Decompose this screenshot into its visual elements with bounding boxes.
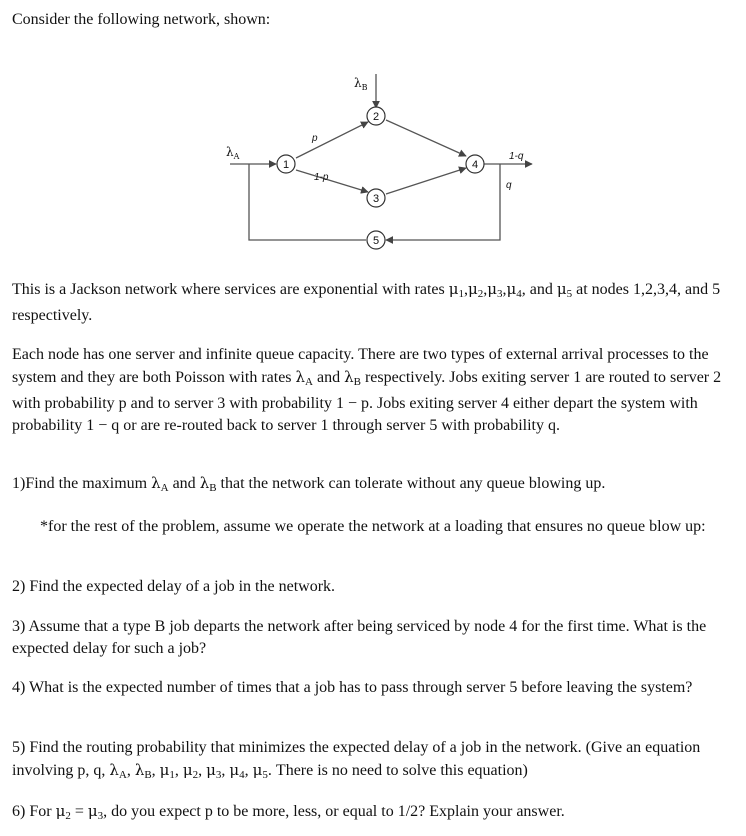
- node-4: [466, 155, 484, 173]
- question-6: 6) For $\mu_2 = \mu_3$, do you expect p to be more, less, or equal to 1/2? Explain your answer.: [12, 802, 565, 822]
- edge-label-1-p: 1-p: [314, 172, 329, 183]
- intro-text: Consider the following network, shown:: [12, 11, 271, 28]
- question-5: 5) Find the routing probability that minimizes the expected delay of a job in the network. (Give an equation involving p, q, $\lambda_A$, $\lambda_B$, $\mu_1$, $\mu_2$, $\mu_3$, $\mu_4$, $\mu_5$. There is no need to solve this equation): [12, 739, 701, 781]
- node-2: [367, 107, 385, 125]
- question-4: 4) What is the expected number of times that a job has to pass through server 5 before leaving the system?: [12, 679, 693, 696]
- svg-text:5: 5: [372, 235, 380, 247]
- svg-text:2: 2: [372, 111, 380, 123]
- svg-text:4: 4: [471, 159, 479, 171]
- question-1: 1)Find the maximum $\lambda_A$ and $\lambda_B$ that the network can tolerate without any queue blowing up.: [12, 474, 606, 494]
- network-diagram: [200, 66, 540, 266]
- lambda-b-label: $\lambda_B$: [354, 76, 368, 92]
- lambda-a-label: $\lambda_A$: [226, 145, 240, 161]
- node-5: [367, 231, 385, 249]
- edge-3-4: [386, 168, 466, 194]
- question-3: 3) Assume that a type B job departs the network after being serviced by node 4 for the first time. What is the expected delay for such a job?: [12, 618, 707, 657]
- edge-label-p: p: [312, 133, 318, 144]
- node-1: [277, 155, 295, 173]
- svg-text:3: 3: [372, 193, 380, 205]
- svg-text:1: 1: [282, 159, 290, 171]
- edge-label-1-q: 1-q: [509, 151, 524, 162]
- edge-label-q: q: [506, 180, 512, 191]
- loading-note: *for the rest of the problem, assume we operate the network at a loading that ensures no queue blow up:: [40, 518, 706, 535]
- edge-1-3: [296, 170, 368, 192]
- edge-5-1: [249, 164, 366, 240]
- arrival-paragraph: Each node has one server and infinite queue capacity. There are two types of external arrival processes to the system and they are both Poisson with rates $\lambda_A$ and $\lambda_B$ respectively. Jobs exiting server 1 are routed to server 2 with probability p and to server 3 with probability 1 − p. Jobs exiting server 4 either depart the system with probability 1 − q or are re-routed back to server 1 through server 5 with probability q.: [12, 346, 722, 434]
- node-3: [367, 189, 385, 207]
- question-2: 2) Find the expected delay of a job in the network.: [12, 578, 336, 595]
- edge-1-2: [296, 122, 368, 158]
- edge-2-4: [386, 120, 466, 156]
- description-paragraph: This is a Jackson network where services are exponential with rates $\mu_1,\mu_2,\mu_3,\mu_4$, and $\mu_5$ at nodes 1,2,3,4, and 5 respectively.: [12, 280, 721, 324]
